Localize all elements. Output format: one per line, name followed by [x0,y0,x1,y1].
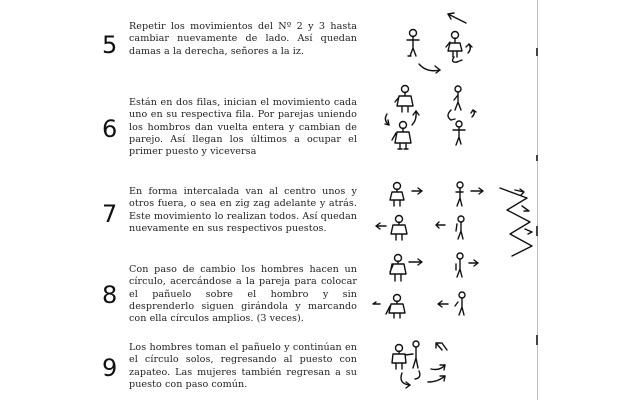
return-zapateo-figures [390,338,470,400]
margin-mark [536,155,538,161]
step-text: Están en dos filas, inician el movimiento cada uno en su respectiva fila. Por parejas uniendo los hombros dan vuelta entera y cambian de parejo. Así llegan los últimos a ocupar el primer puesto y viceversa [129,97,357,158]
step-text: Repetir los movimientos del Nº 2 y 3 hasta cambiar nuevamente de lado. Así quedan damas a la derecha, señores a la iz. [129,21,357,57]
margin-mark [536,335,538,345]
step-number: 8 [102,281,118,309]
two-rows-turn-figures [375,80,485,160]
step-text: Los hombres toman el pañuelo y continúan en el círculo solos, regresando al puesto con zapateo. Las mujeres también regresan a su puesto con paso común. [129,342,357,390]
handkerchief-circle-figures [372,246,492,318]
margin-mark [536,48,538,56]
step-number: 9 [102,354,118,382]
step-number: 6 [102,115,118,143]
step-number: 7 [102,200,118,228]
step-text: En forma intercalada van al centro unos y otros fuera, o sea en zig zag adelante y atrás. Este movimiento lo realizan todos. Así quedan nuevamente en sus respectivos puestos. [129,186,357,234]
step-text: Con paso de cambio los hombres hacen un círculo, acercándose a la pareja para colocar el pañuelo sobre el hombro y sin desprenderlo siguen girándola y marcando con ella círculos amplios. (3 veces). [129,264,357,325]
couple-circle-swap-figures [380,5,490,75]
step-number: 5 [102,31,118,59]
